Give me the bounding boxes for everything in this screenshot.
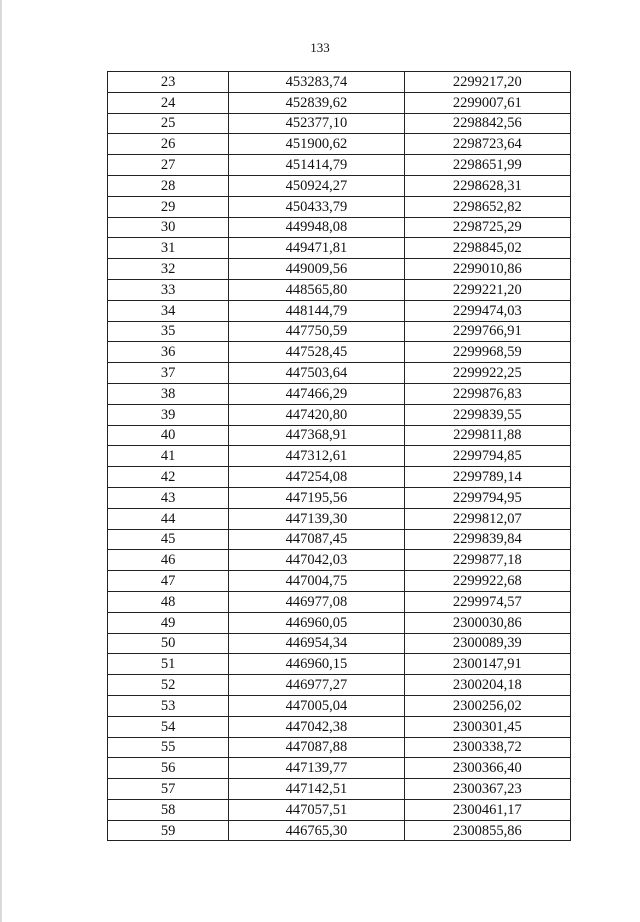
point-number-cell: 47 xyxy=(108,571,229,592)
y-coordinate-cell: 2299839,55 xyxy=(404,404,570,425)
y-coordinate-cell: 2299221,20 xyxy=(404,279,570,300)
y-coordinate-cell: 2299794,85 xyxy=(404,446,570,467)
point-number-cell: 34 xyxy=(108,300,229,321)
x-coordinate-cell: 450433,79 xyxy=(229,196,404,217)
y-coordinate-cell: 2299877,18 xyxy=(404,550,570,571)
x-coordinate-cell: 449948,08 xyxy=(229,217,404,238)
point-number-cell: 25 xyxy=(108,113,229,134)
point-number-cell: 35 xyxy=(108,321,229,342)
table-row xyxy=(108,404,571,425)
y-coordinate-cell: 2300030,86 xyxy=(404,612,570,633)
y-coordinate-cell: 2300301,45 xyxy=(404,716,570,737)
x-coordinate-cell: 447142,51 xyxy=(229,779,404,800)
x-coordinate-cell: 448144,79 xyxy=(229,300,404,321)
table-row xyxy=(108,716,571,737)
table-row xyxy=(108,737,571,758)
table-row xyxy=(108,383,571,404)
point-number-cell: 53 xyxy=(108,695,229,716)
x-coordinate-cell: 447195,56 xyxy=(229,487,404,508)
table-row xyxy=(108,259,571,280)
y-coordinate-cell: 2298725,29 xyxy=(404,217,570,238)
x-coordinate-cell: 447087,88 xyxy=(229,737,404,758)
point-number-cell: 51 xyxy=(108,654,229,675)
point-number-cell: 43 xyxy=(108,487,229,508)
y-coordinate-cell: 2300147,91 xyxy=(404,654,570,675)
y-coordinate-cell: 2299789,14 xyxy=(404,467,570,488)
table-row xyxy=(108,799,571,820)
table-row xyxy=(108,550,571,571)
table-row xyxy=(108,467,571,488)
x-coordinate-cell: 447004,75 xyxy=(229,571,404,592)
table-row xyxy=(108,134,571,155)
y-coordinate-cell: 2300338,72 xyxy=(404,737,570,758)
table-row xyxy=(108,571,571,592)
table-row xyxy=(108,321,571,342)
point-number-cell: 45 xyxy=(108,529,229,550)
point-number-cell: 24 xyxy=(108,92,229,113)
y-coordinate-cell: 2299968,59 xyxy=(404,342,570,363)
point-number-cell: 38 xyxy=(108,383,229,404)
point-number-cell: 57 xyxy=(108,779,229,800)
x-coordinate-cell: 446954,34 xyxy=(229,633,404,654)
table-row xyxy=(108,508,571,529)
y-coordinate-cell: 2299876,83 xyxy=(404,383,570,404)
point-number-cell: 49 xyxy=(108,612,229,633)
table-row xyxy=(108,363,571,384)
table-row xyxy=(108,612,571,633)
x-coordinate-cell: 447466,29 xyxy=(229,383,404,404)
y-coordinate-cell: 2300256,02 xyxy=(404,695,570,716)
point-number-cell: 28 xyxy=(108,175,229,196)
table-row xyxy=(108,695,571,716)
y-coordinate-cell: 2298842,56 xyxy=(404,113,570,134)
table-row xyxy=(108,113,571,134)
scan-edge xyxy=(0,0,2,922)
point-number-cell: 46 xyxy=(108,550,229,571)
point-number-cell: 48 xyxy=(108,591,229,612)
x-coordinate-cell: 447042,38 xyxy=(229,716,404,737)
x-coordinate-cell: 447312,61 xyxy=(229,446,404,467)
y-coordinate-cell: 2299217,20 xyxy=(404,72,570,93)
point-number-cell: 32 xyxy=(108,259,229,280)
y-coordinate-cell: 2299974,57 xyxy=(404,591,570,612)
table-row xyxy=(108,820,571,841)
y-coordinate-cell: 2299474,03 xyxy=(404,300,570,321)
y-coordinate-cell: 2300367,23 xyxy=(404,779,570,800)
x-coordinate-cell: 452839,62 xyxy=(229,92,404,113)
x-coordinate-cell: 447254,08 xyxy=(229,467,404,488)
point-number-cell: 54 xyxy=(108,716,229,737)
table-row xyxy=(108,300,571,321)
x-coordinate-cell: 447750,59 xyxy=(229,321,404,342)
point-number-cell: 39 xyxy=(108,404,229,425)
x-coordinate-cell: 453283,74 xyxy=(229,72,404,93)
x-coordinate-cell: 447503,64 xyxy=(229,363,404,384)
x-coordinate-cell: 446960,05 xyxy=(229,612,404,633)
x-coordinate-cell: 450924,27 xyxy=(229,175,404,196)
table-body xyxy=(108,72,571,841)
point-number-cell: 27 xyxy=(108,155,229,176)
x-coordinate-cell: 449009,56 xyxy=(229,259,404,280)
y-coordinate-cell: 2298845,02 xyxy=(404,238,570,259)
y-coordinate-cell: 2299922,25 xyxy=(404,363,570,384)
point-number-cell: 33 xyxy=(108,279,229,300)
y-coordinate-cell: 2299007,61 xyxy=(404,92,570,113)
y-coordinate-cell: 2300855,86 xyxy=(404,820,570,841)
y-coordinate-cell: 2298651,99 xyxy=(404,155,570,176)
y-coordinate-cell: 2299794,95 xyxy=(404,487,570,508)
point-number-cell: 30 xyxy=(108,217,229,238)
point-number-cell: 58 xyxy=(108,799,229,820)
table-row xyxy=(108,446,571,467)
y-coordinate-cell: 2300366,40 xyxy=(404,758,570,779)
point-number-cell: 44 xyxy=(108,508,229,529)
y-coordinate-cell: 2298652,82 xyxy=(404,196,570,217)
x-coordinate-cell: 446765,30 xyxy=(229,820,404,841)
page-number: 133 xyxy=(310,40,330,55)
y-coordinate-cell: 2299811,88 xyxy=(404,425,570,446)
table-row xyxy=(108,217,571,238)
point-number-cell: 36 xyxy=(108,342,229,363)
x-coordinate-cell: 447139,77 xyxy=(229,758,404,779)
y-coordinate-cell: 2299839,84 xyxy=(404,529,570,550)
table-row xyxy=(108,196,571,217)
table-row xyxy=(108,654,571,675)
x-coordinate-cell: 447368,91 xyxy=(229,425,404,446)
table-row xyxy=(108,425,571,446)
y-coordinate-cell: 2299812,07 xyxy=(404,508,570,529)
point-number-cell: 56 xyxy=(108,758,229,779)
table-row xyxy=(108,175,571,196)
point-number-cell: 23 xyxy=(108,72,229,93)
y-coordinate-cell: 2298723,64 xyxy=(404,134,570,155)
y-coordinate-cell: 2300089,39 xyxy=(404,633,570,654)
point-number-cell: 50 xyxy=(108,633,229,654)
table-row xyxy=(108,529,571,550)
x-coordinate-cell: 447528,45 xyxy=(229,342,404,363)
table-row xyxy=(108,487,571,508)
x-coordinate-cell: 447420,80 xyxy=(229,404,404,425)
table-row xyxy=(108,92,571,113)
table-row xyxy=(108,279,571,300)
point-number-cell: 41 xyxy=(108,446,229,467)
table-row xyxy=(108,155,571,176)
y-coordinate-cell: 2300204,18 xyxy=(404,675,570,696)
table-row xyxy=(108,675,571,696)
x-coordinate-cell: 446977,27 xyxy=(229,675,404,696)
x-coordinate-cell: 446977,08 xyxy=(229,591,404,612)
y-coordinate-cell: 2299922,68 xyxy=(404,571,570,592)
y-coordinate-cell: 2299766,91 xyxy=(404,321,570,342)
point-number-cell: 31 xyxy=(108,238,229,259)
point-number-cell: 29 xyxy=(108,196,229,217)
table-row xyxy=(108,342,571,363)
table-row xyxy=(108,238,571,259)
point-number-cell: 59 xyxy=(108,820,229,841)
x-coordinate-cell: 449471,81 xyxy=(229,238,404,259)
x-coordinate-cell: 447139,30 xyxy=(229,508,404,529)
coordinates-table xyxy=(107,71,571,841)
y-coordinate-cell: 2300461,17 xyxy=(404,799,570,820)
point-number-cell: 37 xyxy=(108,363,229,384)
x-coordinate-cell: 448565,80 xyxy=(229,279,404,300)
point-number-cell: 26 xyxy=(108,134,229,155)
table-row xyxy=(108,758,571,779)
point-number-cell: 40 xyxy=(108,425,229,446)
x-coordinate-cell: 447042,03 xyxy=(229,550,404,571)
x-coordinate-cell: 446960,15 xyxy=(229,654,404,675)
point-number-cell: 42 xyxy=(108,467,229,488)
x-coordinate-cell: 452377,10 xyxy=(229,113,404,134)
x-coordinate-cell: 451900,62 xyxy=(229,134,404,155)
point-number-cell: 55 xyxy=(108,737,229,758)
table-row xyxy=(108,591,571,612)
x-coordinate-cell: 447087,45 xyxy=(229,529,404,550)
table-row xyxy=(108,779,571,800)
y-coordinate-cell: 2298628,31 xyxy=(404,175,570,196)
table-row xyxy=(108,633,571,654)
x-coordinate-cell: 447057,51 xyxy=(229,799,404,820)
table-row xyxy=(108,72,571,93)
x-coordinate-cell: 451414,79 xyxy=(229,155,404,176)
x-coordinate-cell: 447005,04 xyxy=(229,695,404,716)
y-coordinate-cell: 2299010,86 xyxy=(404,259,570,280)
point-number-cell: 52 xyxy=(108,675,229,696)
